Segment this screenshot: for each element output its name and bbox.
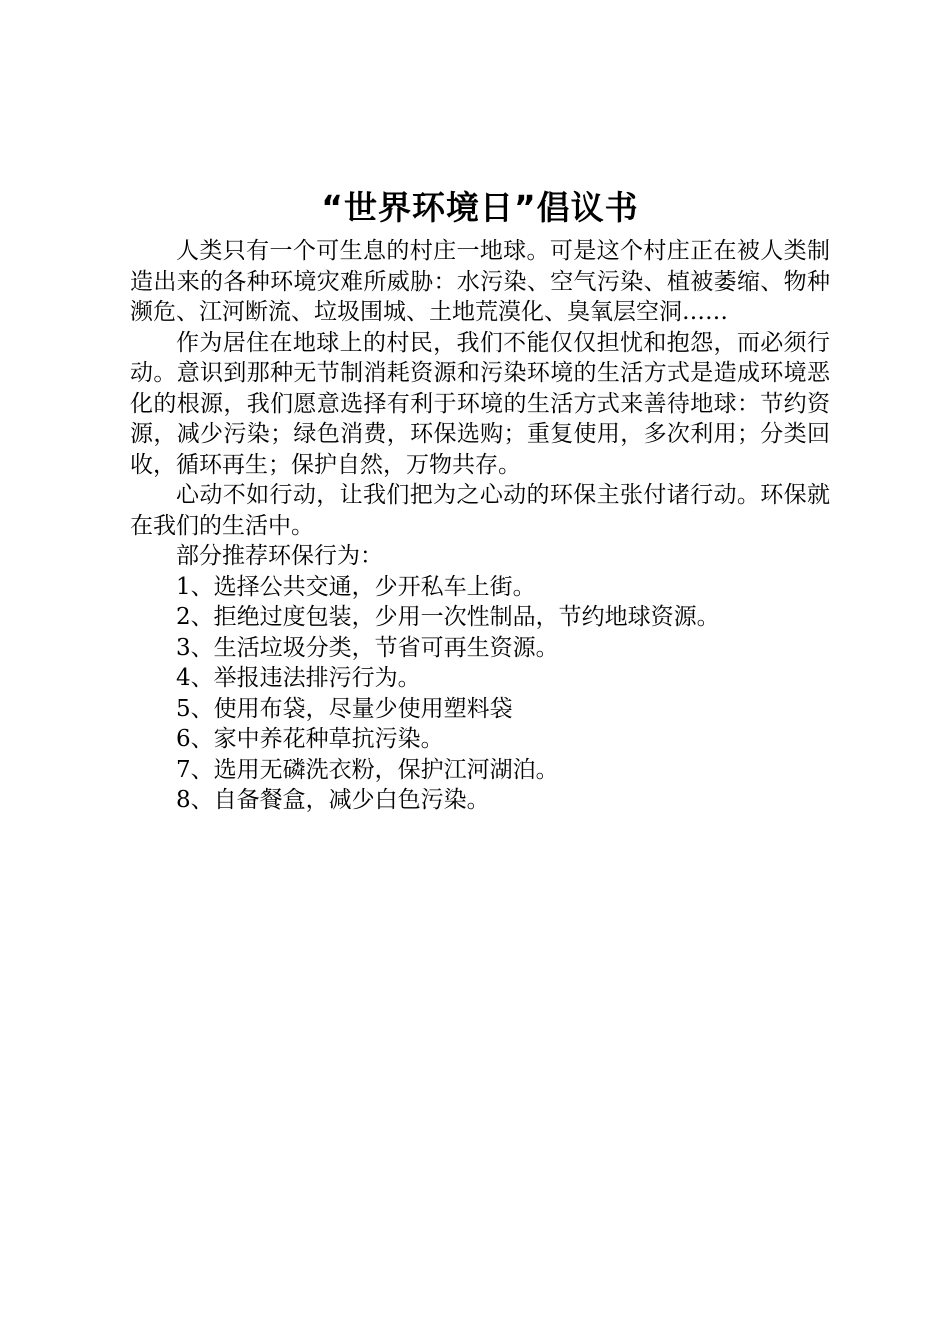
list-item: 8、自备餐盒，减少白色污染。 (176, 787, 490, 813)
list-item: 7、选用无磷洗衣粉，保护江河湖泊。 (176, 756, 559, 783)
list-item: 2、拒绝过度包装，少用一次性制品，节约地球资源。 (176, 604, 720, 630)
list-item: 6、家中养花种草抗污染。 (176, 726, 444, 752)
document-title: “世界环境日”倡议书 (321, 188, 639, 227)
document-body (130, 236, 830, 816)
list-item: 5、使用布袋，尽量少使用塑料袋 (176, 695, 513, 722)
paragraph-intro: 人类只有一个可生息的村庄一地球。可是这个村庄正在被人类制造出来的各种环境灾难所威胁：水污染、空气污染、植被萎缩、物种濒危、江河断流、垃圾围城、土地荒漠化、臭氧层空洞…… (130, 238, 830, 325)
list-item: 4、举报违法排污行为。 (176, 665, 421, 691)
paragraph-action: 作为居住在地球上的村民，我们不能仅仅担忧和抱怨，而必须行动。意识到那种无节制消耗资源和污染环境的生活方式是造成环境恶化的根源，我们愿意选择有利于环境的生活方式来善待地球：节约资源，减少污染；绿色消费，环保选购；重复使用，多次利用；分类回收，循环再生；保护自然，万物共存。 (130, 329, 830, 478)
list-item: 1、选择公共交通，少开私车上街。 (176, 573, 536, 600)
list-item: 3、生活垃圾分类，节省可再生资源。 (176, 634, 559, 661)
paragraph-call: 心动不如行动，让我们把为之心动的环保主张付诸行动。环保就在我们的生活中。 (130, 482, 830, 539)
list-heading: 部分推荐环保行为： (176, 543, 383, 569)
